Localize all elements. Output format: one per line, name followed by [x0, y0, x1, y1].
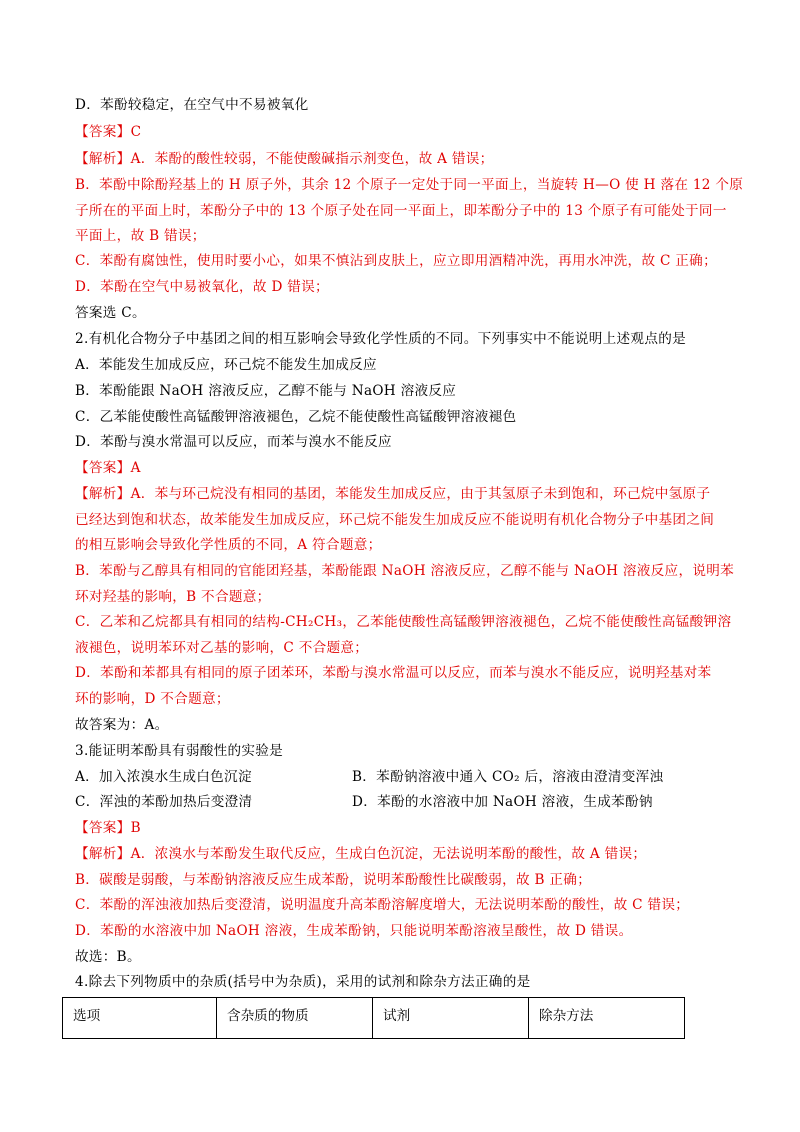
q3-analysis-line: B．碳酸是弱酸，与苯酚钠溶液反应生成苯酚，说明苯酚酸性比碳酸弱，故 B 正确； [75, 872, 592, 888]
q3-analysis-line: 【解析】A．浓溴水与苯酚发生取代反应，生成白色沉淀，无法说明苯酚的酸性，故 A 错误； [75, 846, 647, 862]
q2-analysis-line: 的相互影响会导致化学性质的不同，A 符合题意； [75, 537, 382, 553]
q1-option-d: D．苯酚较稳定，在空气中不易被氧化 [75, 97, 309, 113]
q2-option-b: B．苯酚能跟 NaOH 溶液反应，乙醇不能与 NaOH 溶液反应 [75, 383, 457, 399]
table-header-row [63, 998, 685, 1039]
q4-options-table [62, 997, 685, 1039]
table-header-cell: 含杂质的物质 [217, 998, 373, 1039]
q2-option-d: D．苯酚与溴水常温可以反应，而苯与溴水不能反应 [75, 434, 392, 450]
q2-option-c: C．乙苯能使酸性高锰酸钾溶液褪色，乙烷不能使酸性高锰酸钾溶液褪色 [75, 409, 517, 425]
q2-stem: 2.有机化合物分子中基团之间的相互影响会导致化学性质的不同。下列事实中不能说明上述观点的是 [75, 331, 686, 347]
q1-analysis-line: 子所在的平面上时，苯酚分子中的 13 个原子处在同一平面上，即苯酚分子中的 13 个原子有可能处于同一 [75, 203, 727, 219]
table-header-cell: 试剂 [373, 998, 529, 1039]
q1-answer: 【答案】C [75, 124, 142, 140]
q2-analysis-line: D．苯酚和苯都具有相同的原子团苯环，苯酚与溴水常温可以反应，而苯与溴水不能反应，说明羟基对苯 [75, 665, 712, 681]
q2-conclusion: 故答案为：A。 [75, 717, 169, 733]
q2-analysis-line: 已经达到饱和状态，故苯能发生加成反应，环己烷不能发生加成反应不能说明有机化合物分子中基团之间 [75, 512, 715, 528]
q1-analysis-line: B．苯酚中除酚羟基上的 H 原子外，其余 12 个原子一定处于同一平面上，当旋转 H—O 使 H 落在 12 个原 [75, 177, 744, 193]
q2-analysis-line: B．苯酚与乙醇具有相同的官能团羟基，苯酚能跟 NaOH 溶液反应，乙醇不能与 NaOH 溶液反应，说明苯 [75, 563, 735, 579]
q4-stem: 4.除去下列物质中的杂质(括号中为杂质)，采用的试剂和除杂方法正确的是 [75, 974, 531, 990]
table-header-cell: 除杂方法 [529, 998, 685, 1039]
q2-analysis-line: 环的影响，D 不合题意； [75, 691, 230, 707]
q3-conclusion: 故选：B。 [75, 949, 141, 965]
q3-answer: 【答案】B [75, 820, 141, 836]
q3-option-a: A．加入浓溴水生成白色沉淀 [75, 769, 252, 785]
q1-analysis-line: 平面上，故 B 错误； [75, 228, 206, 244]
q1-analysis-line: 【解析】A．苯酚的酸性较弱，不能使酸碱指示剂变色，故 A 错误； [75, 151, 494, 167]
q2-analysis-line: 液褪色，说明苯环对乙基的影响，C 不合题意； [75, 640, 369, 656]
q1-analysis-line: D．苯酚在空气中易被氧化，故 D 错误； [75, 279, 329, 295]
q1-analysis-line: C．苯酚有腐蚀性，使用时要小心，如果不慎沾到皮肤上，应立即用酒精冲洗，再用水冲洗，故 C 正确； [75, 253, 717, 269]
q3-stem: 3.能证明苯酚具有弱酸性的实验是 [75, 743, 284, 759]
q2-option-a: A．苯能发生加成反应，环己烷不能发生加成反应 [75, 357, 377, 373]
q2-analysis-line: 【解析】A．苯与环己烷没有相同的基团，苯能发生加成反应，由于其氢原子未到饱和，环己烷中氢原子 [75, 486, 711, 502]
q3-analysis-line: C．苯酚的浑浊液加热后变澄清，说明温度升高苯酚溶解度增大，无法说明苯酚的酸性，故 C 错误； [75, 897, 690, 913]
q2-analysis-line: C．乙苯和乙烷都具有相同的结构-CH₂CH₃，乙苯能使酸性高锰酸钾溶液褪色，乙烷不能使酸性高锰酸钾溶 [75, 614, 732, 630]
q2-analysis-line: 环对羟基的影响，B 不合题意； [75, 589, 271, 605]
q3-analysis-line: D．苯酚的水溶液中加 NaOH 溶液，生成苯酚钠，只能说明苯酚溶液呈酸性，故 D 错误。 [75, 923, 633, 939]
table-header-cell: 选项 [63, 998, 217, 1039]
q3-option-b: B．苯酚钠溶液中通入 CO₂ 后，溶液由澄清变浑浊 [352, 769, 664, 785]
q3-option-c: C．浑浊的苯酚加热后变澄清 [75, 794, 253, 810]
q3-option-d: D．苯酚的水溶液中加 NaOH 溶液，生成苯酚钠 [352, 794, 653, 810]
q2-answer: 【答案】A [75, 460, 141, 476]
q1-conclusion: 答案选 C。 [75, 305, 146, 321]
